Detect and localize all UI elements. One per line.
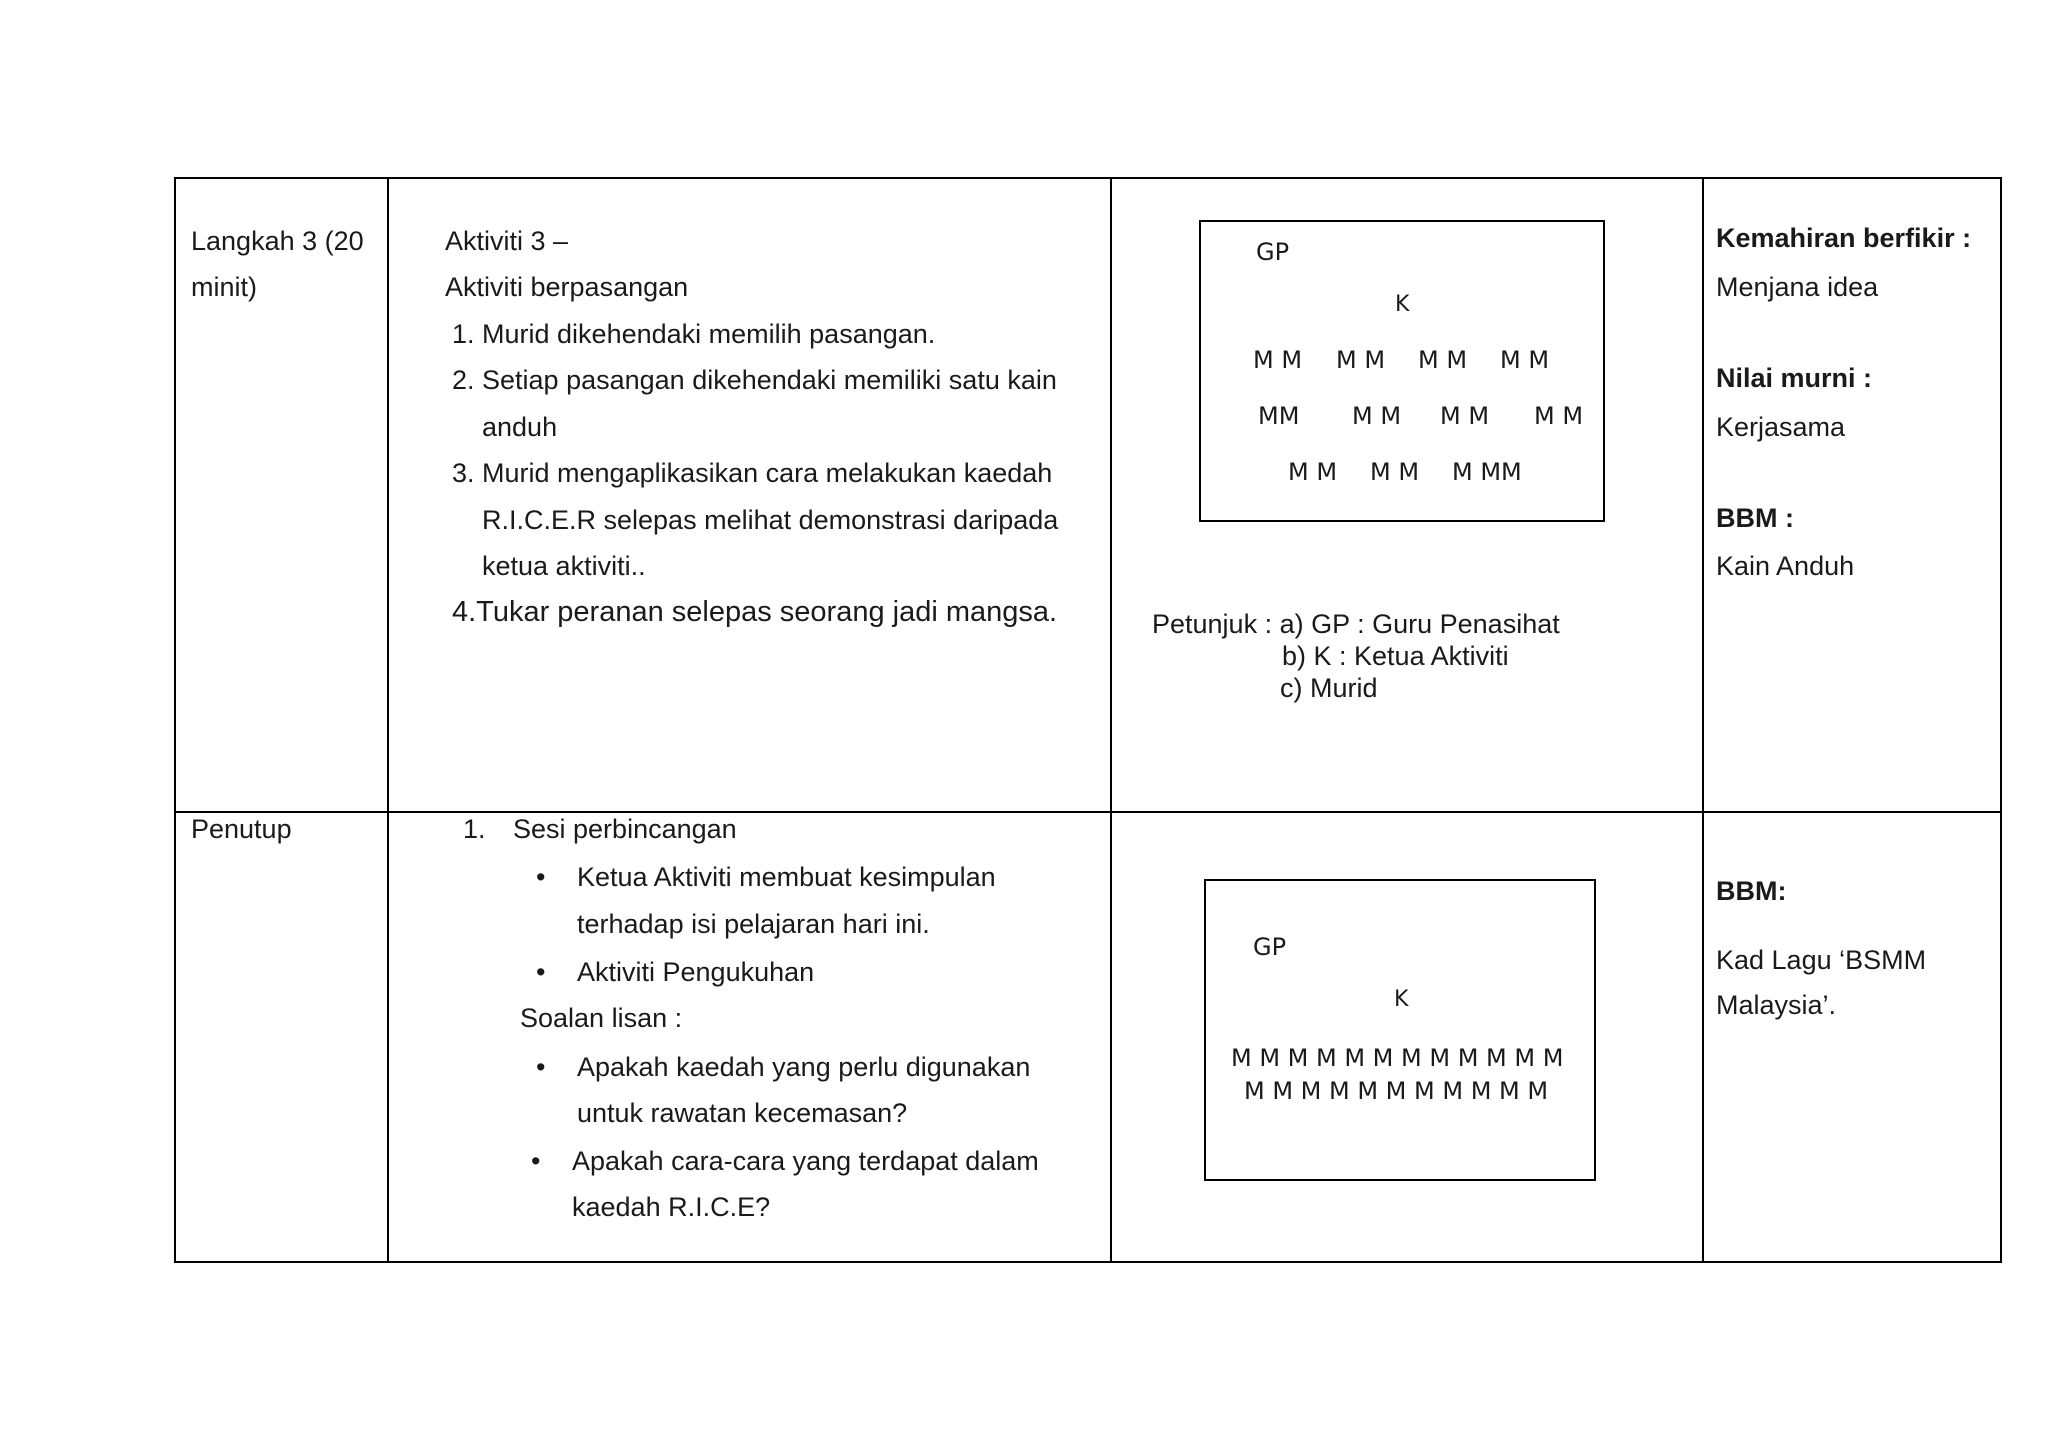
bullet-text: Apakah kaedah yang perlu digunakan (577, 1052, 1031, 1082)
activity-title: Aktiviti 3 – (445, 226, 569, 256)
stage-label-cont: minit) (191, 272, 257, 302)
diagram-legend: Petunjuk : a) GP : Guru Penasihat (1152, 609, 1560, 639)
bullet-text: Apakah cara-cara yang terdapat dalam (572, 1146, 1039, 1176)
bullet-text: Ketua Aktiviti membuat kesimpulan (577, 862, 996, 892)
values-value: Kerjasama (1716, 412, 1846, 442)
column-divider-3 (1702, 177, 1704, 1263)
activity-step: 2. Setiap pasangan dikehendaki memiliki satu kain (452, 365, 1057, 395)
materials-value: Kain Anduh (1716, 551, 1855, 581)
activity-step: 1. Murid dikehendaki memilih pasangan. (452, 319, 936, 349)
diagram-legend: b) K : Ketua Aktiviti (1282, 641, 1509, 671)
materials-heading: BBM : (1716, 503, 1794, 533)
leader-marker: K (1394, 987, 1409, 1012)
bullet-text: Aktiviti Pengukuhan (577, 957, 815, 987)
student-pair: M M (1500, 346, 1550, 374)
bullet-text-cont: terhadap isi pelajaran hari ini. (577, 909, 930, 939)
stage-label: Penutup (191, 814, 292, 844)
materials-value-cont: Malaysia’. (1716, 990, 1837, 1020)
materials-value: Kad Lagu ‘BSMM (1716, 945, 1927, 975)
bullet-text-cont: untuk rawatan kecemasan? (577, 1098, 908, 1128)
table-top-border (174, 177, 2002, 179)
student-pair: MM (1258, 402, 1300, 430)
student-row: M M M M M M M M M M M (1244, 1077, 1549, 1105)
thinking-skill-heading: Kemahiran berfikir : (1716, 223, 1972, 253)
activity-step: 4.Tukar peranan selepas seorang jadi mangsa. (452, 596, 1058, 628)
student-pair: M M (1534, 402, 1584, 430)
student-pair: M M (1336, 346, 1386, 374)
thinking-skill-value: Menjana idea (1716, 272, 1879, 302)
bullet-text-cont: kaedah R.I.C.E? (572, 1192, 771, 1222)
stage-label: Langkah 3 (20 (191, 226, 364, 256)
leader-marker: K (1395, 292, 1410, 317)
student-pair: M M (1370, 458, 1420, 486)
teacher-marker: GP (1253, 933, 1287, 961)
student-pair: M M (1418, 346, 1468, 374)
column-divider-1 (387, 177, 389, 1263)
bullet-icon: • (536, 862, 546, 892)
column-divider-2 (1110, 177, 1112, 1263)
table-row-divider (174, 811, 2002, 813)
bullet-icon: • (536, 1052, 546, 1082)
student-row: M M M M M M M M M M M M (1231, 1044, 1564, 1072)
item-text: Sesi perbincangan (513, 814, 737, 844)
activity-subtitle: Aktiviti berpasangan (445, 272, 689, 302)
bullet-icon: • (536, 957, 546, 987)
student-pair: M M (1440, 402, 1490, 430)
table-right-border (2000, 177, 2002, 1263)
activity-step-cont: R.I.C.E.R selepas melihat demonstrasi daripada (482, 505, 1059, 535)
activity-step-cont: anduh (482, 412, 558, 442)
activity-step-cont: ketua aktiviti.. (482, 551, 646, 581)
student-pair: M M (1288, 458, 1338, 486)
values-heading: Nilai murni : (1716, 363, 1873, 393)
student-pair: M M (1253, 346, 1303, 374)
student-pair: M M (1352, 402, 1402, 430)
bullet-icon: • (531, 1146, 541, 1176)
table-bottom-border (174, 1261, 2002, 1263)
diagram-legend: c) Murid (1280, 673, 1378, 703)
student-pair: M MM (1452, 458, 1522, 486)
materials-heading: BBM: (1716, 876, 1787, 906)
oral-questions-label: Soalan lisan : (520, 1003, 683, 1033)
activity-step: 3. Murid mengaplikasikan cara melakukan kaedah (452, 458, 1053, 488)
item-number: 1. (463, 814, 486, 844)
formation-diagram (1204, 879, 1596, 1181)
teacher-marker: GP (1256, 238, 1290, 266)
table-left-border (174, 177, 176, 1263)
